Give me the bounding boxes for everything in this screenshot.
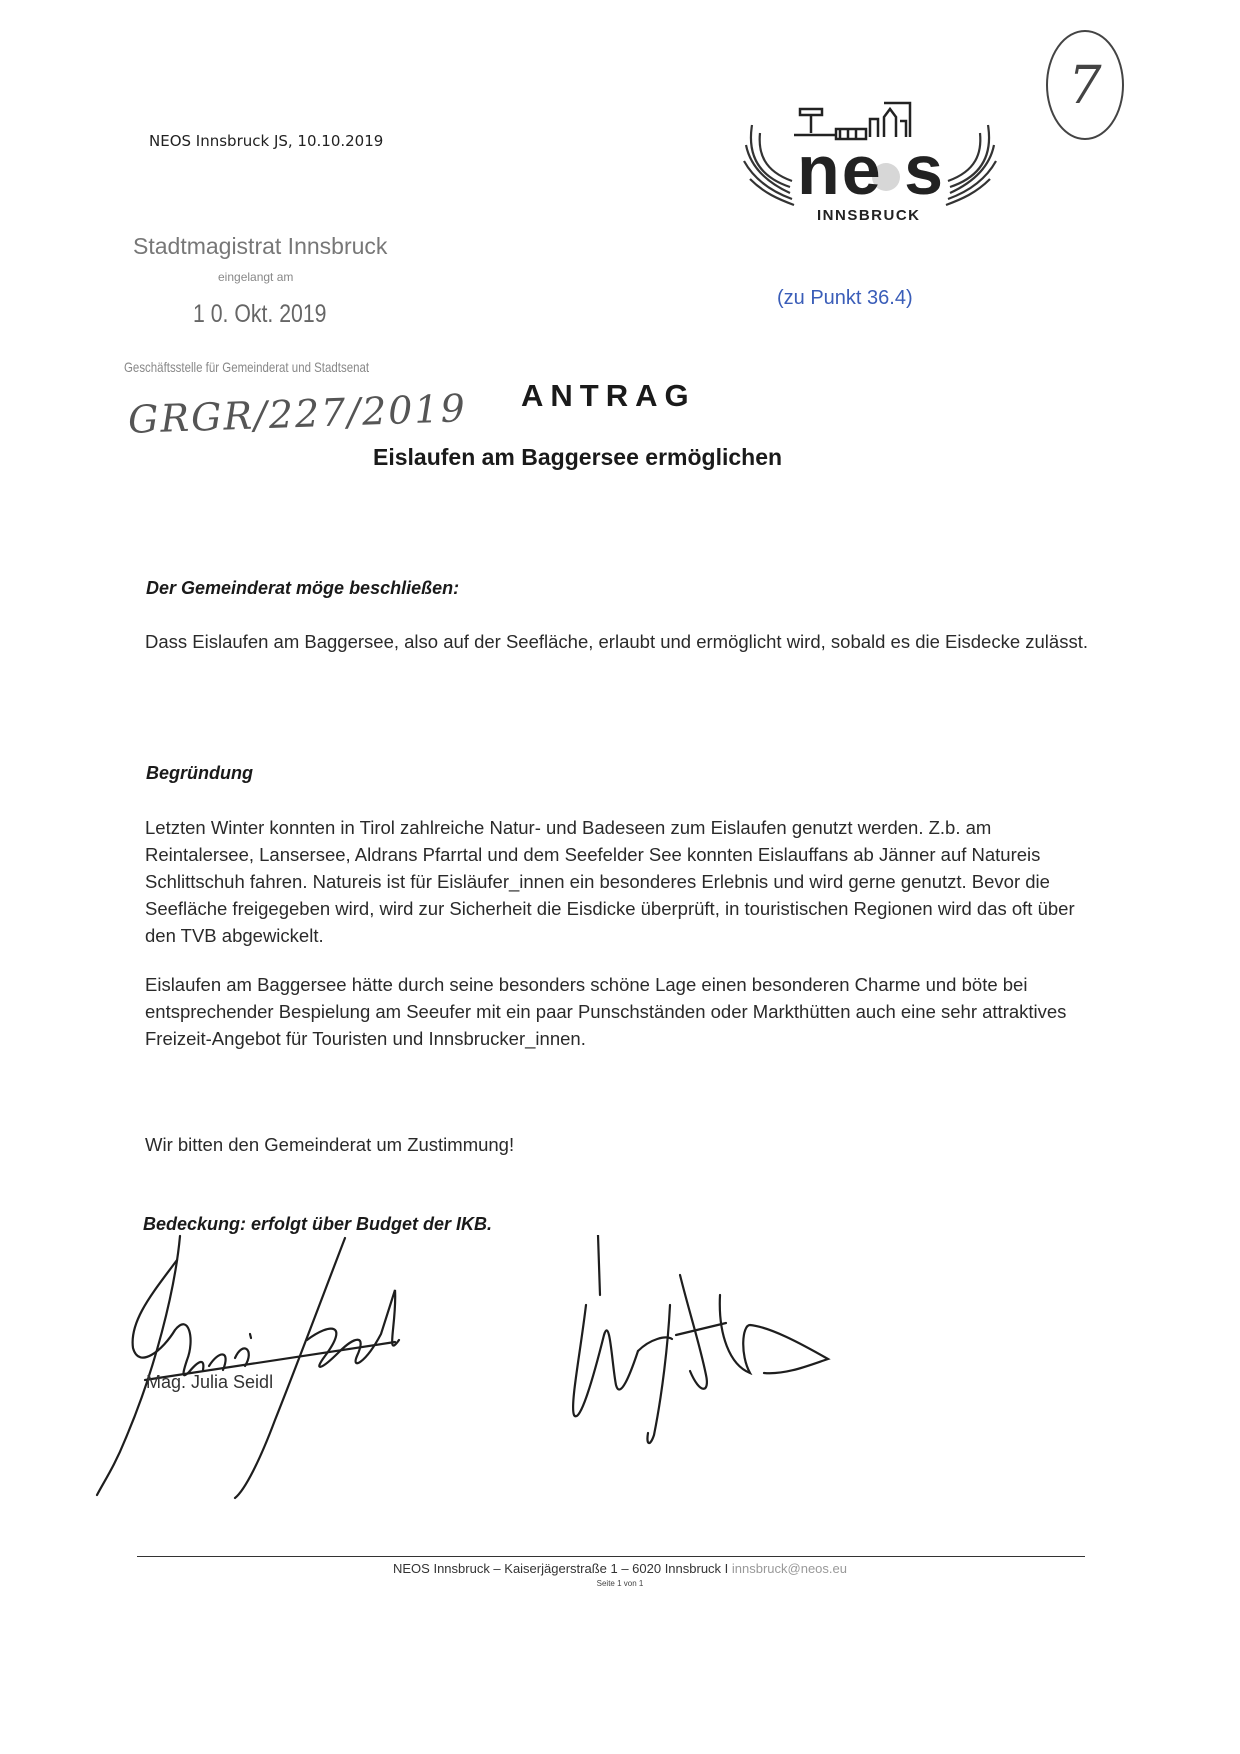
justification-paragraph-2: Eislaufen am Baggersee hätte durch seine besonders schöne Lage einen besonderen Charme und böte bei entsprechender Bespielung am Seeufer mit ein paar Punschständen oder Markthütten auch eine sehr attraktives Freizeit-Angebot für Touristen und Innsbrucker_innen. <box>145 974 1067 1049</box>
justification-heading: Begründung <box>146 763 253 783</box>
footer-address-text: NEOS Innsbruck – Kaiserjägerstraße 1 – 6020 Innsbruck I <box>393 1561 732 1576</box>
circled-number-annotation <box>1040 25 1130 145</box>
signature-julia-seidl <box>85 1230 465 1500</box>
coverage-text: Bedeckung: erfolgt über Budget der IKB. <box>143 1214 493 1234</box>
footer-email[interactable]: innsbruck@neos.eu <box>731 1561 847 1576</box>
motion-text: Dass Eislaufen am Baggersee, also auf der Seefläche, erlaubt und ermöglicht wird, sobald es die Eisdecke zulässt. <box>145 631 1088 652</box>
closing-text: Wir bitten den Gemeinderat um Zustimmung! <box>145 1134 515 1155</box>
motion-heading: Der Gemeinderat möge beschließen: <box>146 578 460 598</box>
justification-paragraph-1: Letzten Winter konnten in Tirol zahlreiche Natur- und Badeseen zum Eislaufen genutzt werden. Z.b. am Reintalersee, Lansersee, Aldrans Pfarrtal und dem Seefelder See konnten Eislauffans ab Jänner auf Natureis Schlittschuh fahren. Natureis ist für Eisläufer_innen ein besonderes Erlebnis und wird gerne genutzt. Bevor die Seefläche freigegeben wird, wird zur Sicherheit die Eisdicke überprüft, in touristischen Regionen wird das oft über den TVB abgewickelt. <box>145 817 1075 946</box>
document-title: ANTRAG <box>521 378 696 413</box>
sender-line: NEOS Innsbruck JS, 10.10.2019 <box>149 132 384 150</box>
stamp-office: Geschäftsstelle für Gemeinderat und Stadtsenat <box>124 359 370 375</box>
left-wing-icon <box>744 125 794 205</box>
logo-wordmark: ne s <box>797 131 946 209</box>
right-wing-icon <box>946 125 996 205</box>
circled-number: 7 <box>1068 56 1102 116</box>
stamp-reference: GRGR/227/2019 <box>127 386 468 442</box>
footer-divider <box>137 1556 1085 1557</box>
stamp-date: 1 0. Okt. 2019 <box>193 300 327 328</box>
signatory-name: Mag. Julia Seidl <box>146 1372 274 1392</box>
signature-second <box>550 1235 880 1445</box>
stamp-received-label: eingelangt am <box>218 270 294 284</box>
footer-address <box>0 1561 1240 1576</box>
stamp-organization: Stadtmagistrat Innsbruck <box>133 233 388 259</box>
logo-subtitle: INNSBRUCK <box>817 207 921 224</box>
document-subtitle: Eislaufen am Baggersee ermöglichen <box>373 444 783 470</box>
reference-note: (zu Punkt 36.4) <box>777 287 913 309</box>
footer-page-number: Seite 1 von 1 <box>596 1579 644 1588</box>
